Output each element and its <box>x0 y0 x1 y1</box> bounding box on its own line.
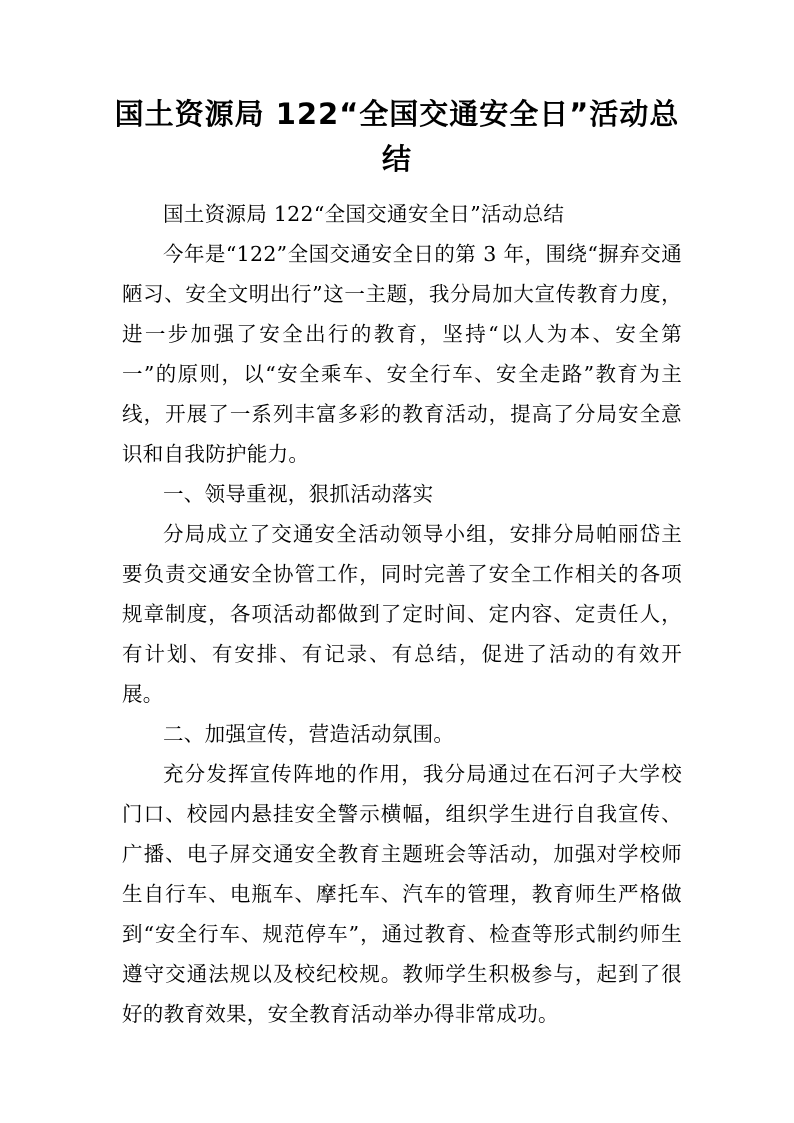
paragraph-section-2: 充分发挥宣传阵地的作用，我分局通过在石河子大学校门口、校园内悬挂安全警示横幅，组织学生进行自我宣传、广播、电子屏交通安全教育主题班会等活动，加强对学校师生自行车、电瓶车、摩托车、汽车的管理，教育师生严格做到“安全行车、规范停车”，通过教育、检查等形式制约师生遵守交通法规以及校纪校规。教师学生积极参与，起到了很好的教育效果，安全教育活动举办得非常成功。 <box>122 762 682 1026</box>
section-heading-1: 一、领导重视，狠抓活动落实 <box>163 482 434 506</box>
paragraph-subtitle: 国土资源局 122“全国交通安全日”活动总结 <box>163 202 565 226</box>
document-title: 国土资源局 122“全国交通安全日”活动总结 <box>114 97 680 176</box>
paragraph-section-1: 分局成立了交通安全活动领导小组，安排分局帕丽岱主要负责交通安全协管工作，同时完善了安全工作相关的各项规章制度，各项活动都做到了定时间、定内容、定责任人，有计划、有安排、有记录、有总结，促进了活动的有效开展。 <box>122 522 682 706</box>
section-heading-2: 二、加强宣传，营造活动氛围。 <box>163 722 455 746</box>
paragraph-intro: 今年是“122”全国交通安全日的第 3 年，围绕“摒弃交通陋习、安全文明出行”这一主题，我分局加大宣传教育力度，进一步加强了安全出行的教育，坚持“以人为本、安全第一”的原则，以“安全乘车、安全行车、安全走路”教育为主线，开展了一系列丰富多彩的教育活动，提高了分局安全意识和自我防护能力。 <box>122 242 682 466</box>
document-body <box>122 194 682 1034</box>
